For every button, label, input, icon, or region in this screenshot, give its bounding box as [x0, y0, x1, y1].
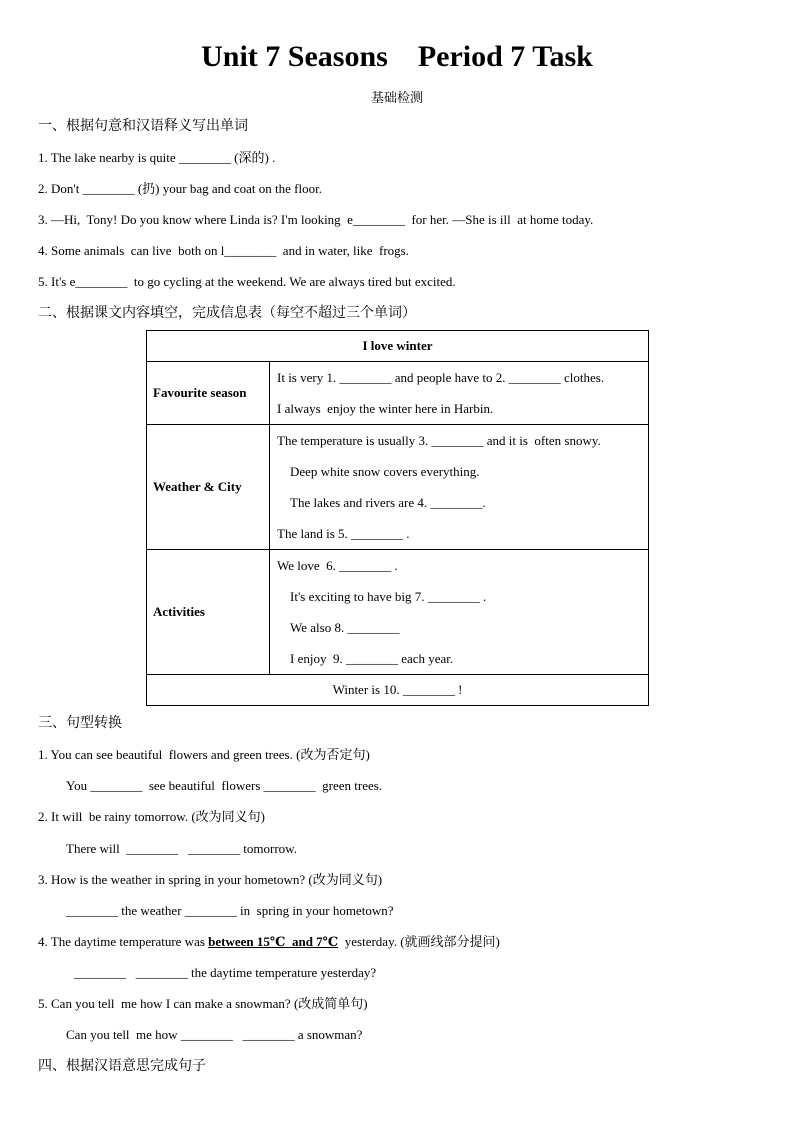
- row-label-favourite-season: Favourite season: [147, 362, 270, 425]
- info-table: [146, 330, 649, 706]
- table-line: The temperature is usually 3. ________ and it is often snowy.: [277, 433, 601, 448]
- row-label-activities: Activities: [147, 550, 270, 675]
- section3-answer-3: ________ the weather ________ in spring in your hometown?: [66, 903, 394, 918]
- section1-item-5: 5. It's e________ to go cycling at the weekend. We are always tired but excited.: [38, 274, 456, 289]
- page-title: Unit 7 Seasons Period 7 Task: [201, 40, 593, 73]
- row-content-favourite-season: [270, 362, 649, 425]
- section1-heading: 一、根据句意和汉语释义写出单词: [38, 119, 248, 134]
- table-line: Deep white snow covers everything.: [290, 464, 480, 479]
- table-line: It's exciting to have big 7. ________ .: [290, 589, 487, 604]
- section1-item-1: 1. The lake nearby is quite ________ (深的) .: [38, 150, 276, 165]
- row-content-weather-city: [270, 425, 649, 550]
- info-table-header: I love winter: [147, 331, 649, 362]
- section3-answer-5: Can you tell me how ________ ________ a snowman?: [66, 1027, 363, 1042]
- question-4-underlined-phrase: between 15℃ and 7℃: [208, 934, 339, 949]
- question-4-text-after: yesterday. (就画线部分提问): [338, 934, 500, 949]
- table-line: The lakes and rivers are 4. ________.: [290, 495, 486, 510]
- section3-answer-4: ________ ________ the daytime temperature yesterday?: [74, 965, 377, 980]
- section3-question-2: 2. It will be rainy tomorrow. (改为同义句): [38, 809, 265, 824]
- section3-question-4: [38, 934, 500, 950]
- section3-question-5: 5. Can you tell me how I can make a snowman? (改成简单句): [38, 996, 368, 1011]
- table-row: [147, 425, 649, 550]
- table-row: [147, 362, 649, 425]
- section3-question-3: 3. How is the weather in spring in your hometown? (改为同义句): [38, 872, 383, 887]
- table-line: I enjoy 9. ________ each year.: [290, 651, 454, 666]
- section3-answer-2: There will ________ ________ tomorrow.: [66, 841, 297, 856]
- section3-question-1: 1. You can see beautiful flowers and green trees. (改为否定句): [38, 747, 370, 762]
- section3-answer-1: You ________ see beautiful flowers ________ green trees.: [66, 778, 383, 793]
- table-line: It is very 1. ________ and people have to 2. ________ clothes.: [277, 370, 605, 385]
- section1-item-2: 2. Don't ________ (扔) your bag and coat on the floor.: [38, 181, 322, 196]
- section1-item-3: 3. —Hi, Tony! Do you know where Linda is? I'm looking e________ for her. —She is ill at home today.: [38, 212, 594, 227]
- question-4-text-before: 4. The daytime temperature was: [38, 934, 209, 949]
- section1-item-4: 4. Some animals can live both on l________ and in water, like frogs.: [38, 243, 409, 258]
- table-line: The land is 5. ________ .: [277, 526, 410, 541]
- section3-heading: 三、句型转换: [38, 716, 122, 731]
- info-table-footer: Winter is 10. ________ !: [147, 675, 649, 706]
- section4-heading: 四、根据汉语意思完成句子: [38, 1059, 206, 1074]
- row-label-weather-city: Weather & City: [147, 425, 270, 550]
- page-subtitle: 基础检测: [370, 90, 423, 105]
- section2-heading: 二、根据课文内容填空，完成信息表（每空不超过三个单词）: [38, 306, 416, 321]
- table-line: We love 6. ________ .: [277, 558, 398, 573]
- table-row: [147, 550, 649, 675]
- table-line: We also 8. ________: [290, 620, 400, 635]
- row-content-activities: [270, 550, 649, 675]
- table-line: I always enjoy the winter here in Harbin.: [277, 401, 494, 416]
